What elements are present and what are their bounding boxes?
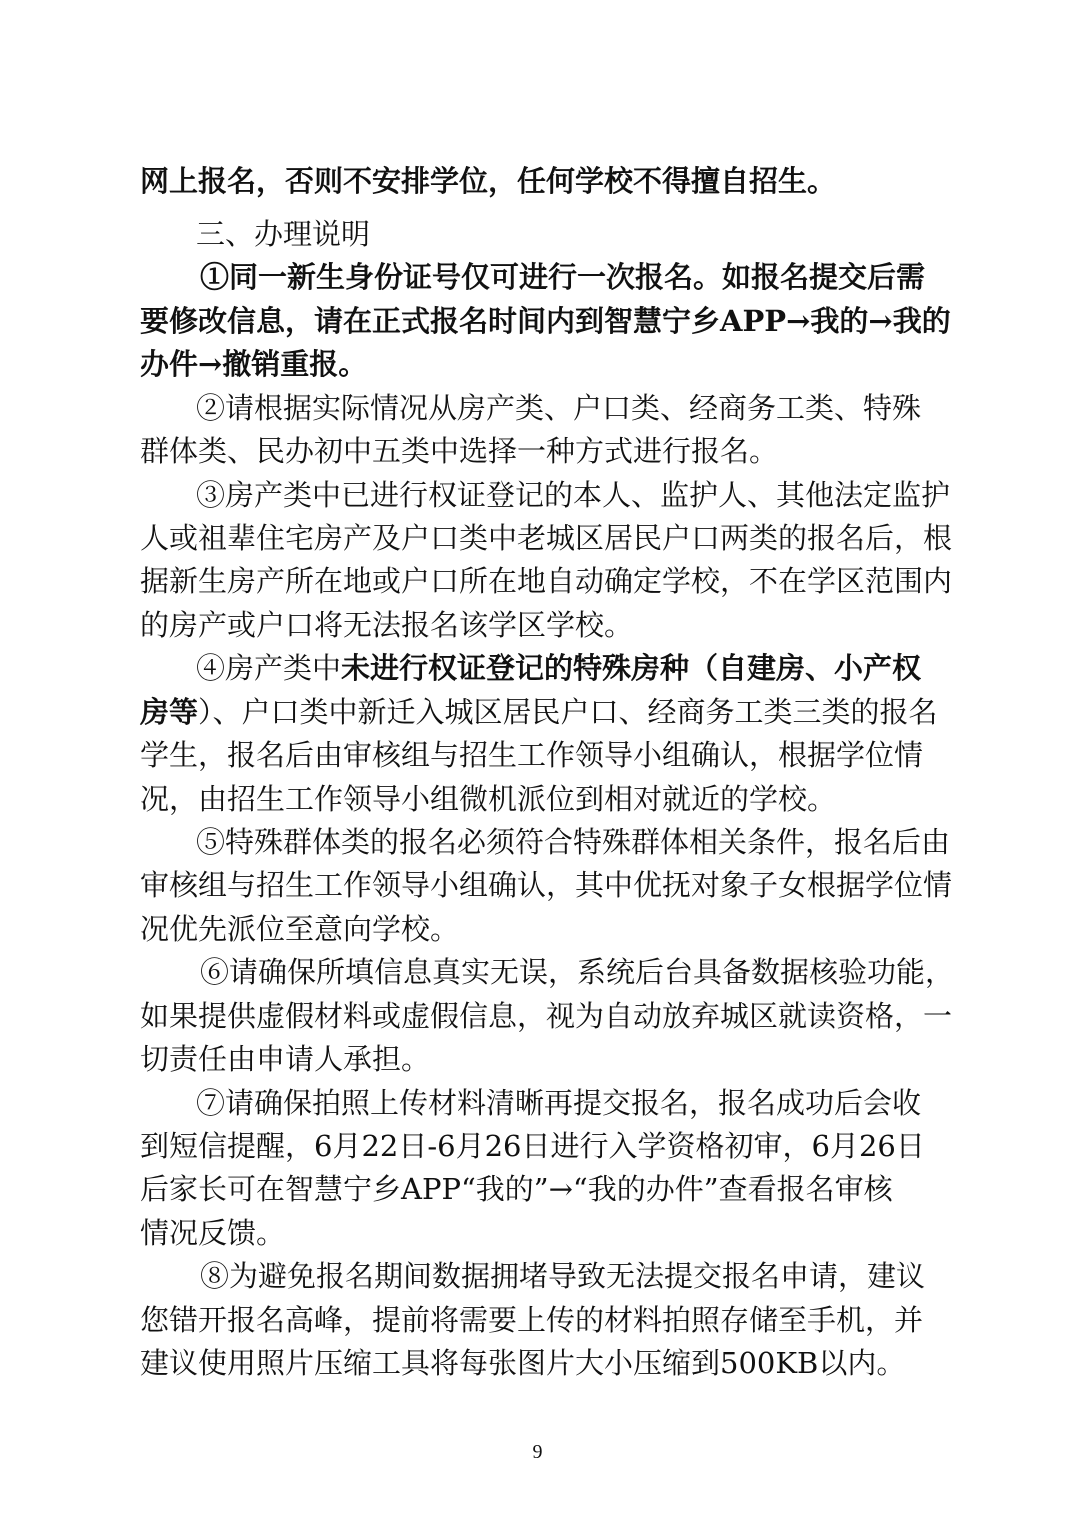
text-run: ）、户口类中新迁入城区居民户口、经商务工类三类的报名 (198, 695, 938, 729)
text-line: 要修改信息，请在正式报名时间内到智慧宁乡APP→我的→我的 (140, 304, 951, 338)
page-number: 9 (532, 1441, 543, 1463)
bold-text-run: 未进行权证登记的特殊房种（自建房、小产权 (341, 651, 922, 685)
section-heading: 三、办理说明 (196, 217, 371, 251)
text-line: 情况反馈。 (140, 1216, 286, 1250)
text-line: 切责任由申请人承担。 (140, 1042, 431, 1076)
bold-text-run: 房等 (140, 695, 199, 729)
text-line (140, 691, 940, 734)
text-line: ②请根据实际情况从房产类、户口类、经商务工类、特殊 (196, 391, 922, 425)
text-line: ⑥请确保所填信息真实无误，系统后台具备数据核验功能， (200, 955, 955, 989)
text-run: ④房产类中 (196, 651, 342, 685)
text-line: 群体类、民办初中五类中选择一种方式进行报名。 (140, 434, 779, 468)
text-line: 况，由招生工作领导小组微机派位到相对就近的学校。 (140, 782, 837, 816)
text-line: 据新生房产所在地或户口所在地自动确定学校，不在学区范围内 (140, 564, 953, 598)
text-line: ⑤特殊群体类的报名必须符合特殊群体相关条件，报名后由 (196, 825, 951, 859)
text-line: 如果提供虚假材料或虚假信息，视为自动放弃城区就读资格，一 (140, 999, 953, 1033)
text-line: 到短信提醒，6月22日-6月26日进行入学资格初审，6月26日 (140, 1129, 925, 1163)
text-line: 后家长可在智慧宁乡APP“我的”→“我的办件”查看报名审核 (140, 1172, 893, 1206)
text-line: 学生，报名后由审核组与招生工作领导小组确认，根据学位情 (140, 738, 924, 772)
text-line: 的房产或户口将无法报名该学区学校。 (140, 608, 634, 642)
text-line: 您错开报名高峰，提前将需要上传的材料拍照存储至手机，并 (140, 1303, 924, 1337)
text-line: 办件→撤销重报。 (140, 347, 368, 381)
text-line (196, 647, 996, 690)
text-line: 审核组与招生工作领导小组确认，其中优抚对象子女根据学位情 (140, 868, 953, 902)
text-line: 人或祖辈住宅房产及户口类中老城区居民户口两类的报名后，根 (140, 521, 953, 555)
text-line: 网上报名，否则不安排学位，任何学校不得擅自招生。 (140, 164, 837, 198)
text-line: 况优先派位至意向学校。 (140, 912, 460, 946)
text-line: 建议使用照片压缩工具将每张图片大小压缩到500KB以内。 (140, 1346, 906, 1380)
text-line: ⑧为避免报名期间数据拥堵导致无法提交报名申请，建议 (200, 1259, 926, 1293)
text-line: ①同一新生身份证号仅可进行一次报名。如报名提交后需 (200, 260, 926, 294)
text-line: ③房产类中已进行权证登记的本人、监护人、其他法定监护 (196, 478, 951, 512)
text-line: ⑦请确保拍照上传材料清晰再提交报名，报名成功后会收 (196, 1086, 922, 1120)
